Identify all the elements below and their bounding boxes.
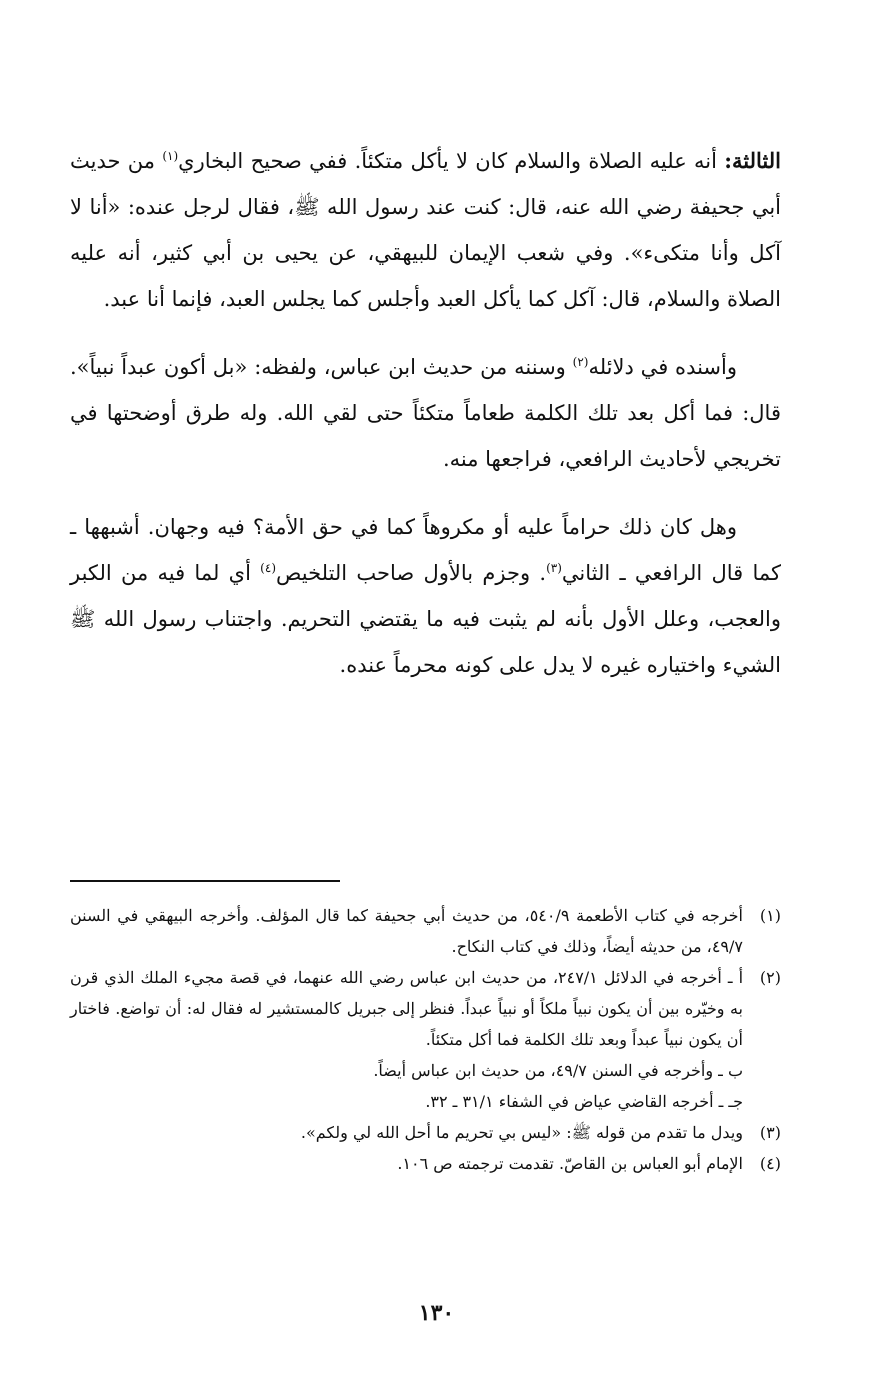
footnote-reference[interactable]: (٤)	[260, 561, 276, 575]
page-number: ١٣٠	[418, 1300, 455, 1326]
footnote-2-part-b: ب ـ وأخرجه في السنن ٤٩/٧، من حديث ابن عباس أيضاً.	[373, 1061, 743, 1080]
footnote-number: (٤)	[759, 1154, 781, 1173]
footnote-number: (٣)	[759, 1123, 781, 1142]
footnote-1	[70, 900, 781, 962]
footnote-3	[70, 1117, 781, 1148]
footnote-text: أخرجه في كتاب الأطعمة ٥٤٠/٩، من حديث أبي جحيفة كما قال المؤلف. وأخرجه البيهقي في السنن ٤٩/٧، من حديثه أيضاً، وذلك في كتاب النكاح.	[70, 906, 743, 956]
footnote-4	[70, 1148, 781, 1179]
paragraph-text: أنه عليه الصلاة والسلام كان لا يأكل متكئاً. ففي صحيح البخاري	[178, 149, 725, 173]
paragraph-text: من حديث أبي جحيفة رضي الله عنه، قال: كنت عند رسول الله ﷺ، فقال لرجل عنده: «أنا لا آكل وأنا متكىء». وفي شعب الإيمان للبيهقي، عن يحيى بن أبي كثير، أنه عليه الصلاة والسلام، قال: آكل كما يأكل العبد وأجلس كما يجلس العبد، فإنما أنا عبد.	[70, 149, 781, 311]
footnote-text: أ ـ أخرجه في الدلائل ٢٤٧/١، من حديث ابن عباس رضي الله عنهما، في قصة مجيء الملك الذي قرن به وخيّره بين أن يكون نبياً ملكاً أو نبياً عبداً. فنظر إلى جبريل كالمستشير له فقال له: أن تواضع. فاختار أن يكون نبياً عبداً وبعد تلك الكلمة فما أكل متكئاً.	[70, 968, 744, 1049]
page-content	[70, 138, 781, 1375]
footnote-reference[interactable]: (١)	[162, 149, 179, 163]
paragraph-3	[70, 504, 781, 688]
footnote-number: (٢)	[759, 968, 781, 987]
paragraph-text: وهل كان ذلك حراماً عليه أو مكروهاً كما في حق الأمة؟ فيه وجهان. أشبهها ـ كما قال الرافعي ـ الثاني	[70, 515, 781, 585]
footnotes-section	[70, 900, 781, 1179]
footnote-text: ويدل ما تقدم من قوله ﷺ: «ليس بي تحريم ما أحل الله لي ولكم».	[300, 1123, 743, 1142]
footnote-reference[interactable]: (٢)	[572, 355, 589, 369]
paragraph-text: وأسنده في دلائله	[588, 355, 737, 379]
paragraph-lead-word: الثالثة:	[724, 148, 781, 173]
paragraph-2	[70, 344, 781, 482]
footnote-reference[interactable]: (٣)	[546, 561, 562, 575]
footnote-separator	[70, 880, 340, 882]
footnote-2	[70, 962, 781, 1055]
footnote-number: (١)	[759, 906, 781, 925]
paragraph-text: وسننه من حديث ابن عباس، ولفظه: «بل أكون عبداً نبياً». قال: فما أكل بعد تلك الكلمة طعاماً متكئاً حتى لقي الله. وله طرق أوضحتها في تخريجي لأحاديث الرافعي، فراجعها منه.	[70, 355, 781, 471]
footnote-text: الإمام أبو العباس بن القاصّ. تقدمت ترجمته ص ١٠٦.	[397, 1154, 743, 1173]
paragraph-text: . وجزم بالأول صاحب التلخيص	[276, 561, 547, 585]
footnote-2-part-c: جـ ـ أخرجه القاضي عياض في الشفاء ٣١/١ ـ ٣٢.	[425, 1092, 743, 1111]
paragraph-1	[70, 138, 781, 322]
paragraph-text: أي لما فيه من الكبر والعجب، وعلل الأول بأنه لم يثبت فيه ما يقتضي التحريم. واجتناب رسول الله ﷺ الشيء واختياره غيره لا يدل على كونه محرماً عنده.	[70, 561, 781, 677]
